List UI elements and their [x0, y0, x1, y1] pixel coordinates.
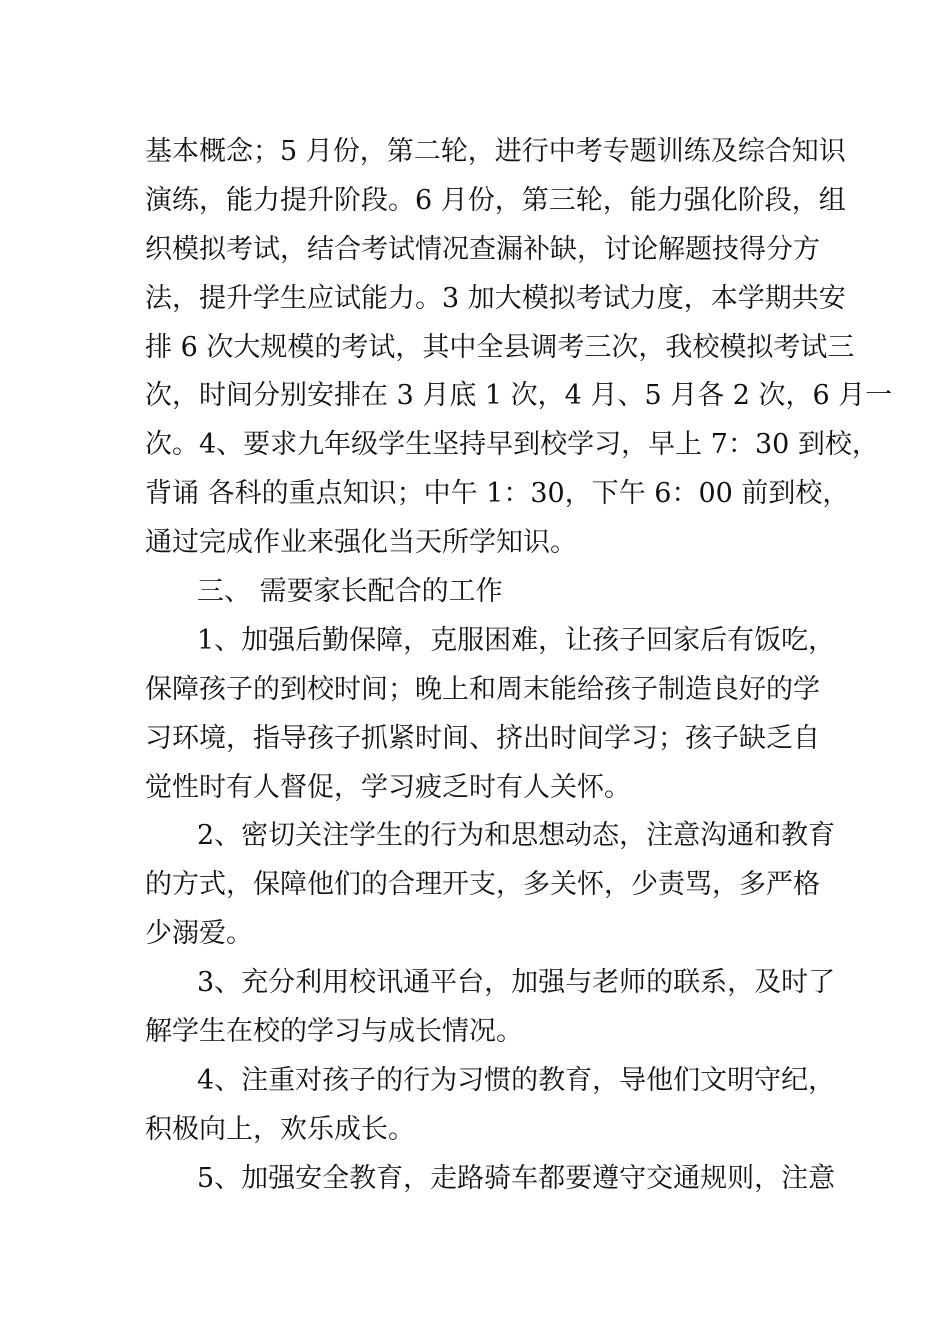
- text-line: 4、注重对孩子的行为习惯的教育，导他们文明守纪，: [197, 1064, 836, 1096]
- section-heading: 三、 需要家长配合的工作: [197, 576, 503, 608]
- text-line: 法，提升学生应试能力。3 加大模拟考试力度，本学期共安: [145, 282, 846, 314]
- text-line: 基本概念；5 月份，第二轮，进行中考专题训练及综合知识: [145, 136, 846, 167]
- text-line: 织模拟考试，结合考试情况查漏补缺，讨论解题技得分方: [145, 233, 820, 265]
- text-line: 的方式，保障他们的合理开支，多关怀，少责骂，多严格: [145, 869, 820, 901]
- text-line: 积极向上，欢乐成长。: [145, 1113, 415, 1145]
- text-line: 1、加强后勤保障，克服困难，让孩子回家后有饭吃，: [197, 624, 836, 656]
- text-line: 背诵 各科的重点知识；中午 1：30，下午 6：00 前到校，: [145, 478, 850, 510]
- text-line: 保障孩子的到校时间；晚上和周末能给孩子制造良好的学: [145, 673, 820, 705]
- text-line: 次。4、要求九年级学生坚持早到校学习，早上 7：30 到校，: [145, 429, 879, 461]
- text-line: 次，时间分别安排在 3 月底 1 次，4 月、5 月各 2 次，6 月一: [145, 380, 893, 412]
- text-line: 演练，能力提升阶段。6 月份，第三轮，能力强化阶段，组: [145, 184, 846, 216]
- text-line: 5、加强安全教育，走路骑车都要遵守交通规则，注意: [197, 1162, 836, 1194]
- text-line: 通过完成作业来强化当天所学知识。: [145, 527, 577, 559]
- text-line: 少溺爱。: [145, 918, 253, 950]
- text-line: 解学生在校的学习与成长情况。: [145, 1016, 523, 1048]
- text-line: 2、密切关注学生的行为和思想动态，注意沟通和教育: [197, 820, 836, 852]
- text-line: 觉性时有人督促，学习疲乏时有人关怀。: [145, 771, 631, 803]
- text-line: 排 6 次大规模的考试，其中全县调考三次，我校模拟考试三: [145, 331, 855, 363]
- text-line: 习环境，指导孩子抓紧时间、挤出时间学习；孩子缺乏自: [145, 722, 820, 754]
- text-line: 3、充分利用校讯通平台，加强与老师的联系，及时了: [197, 967, 836, 999]
- document-body: [145, 128, 893, 1204]
